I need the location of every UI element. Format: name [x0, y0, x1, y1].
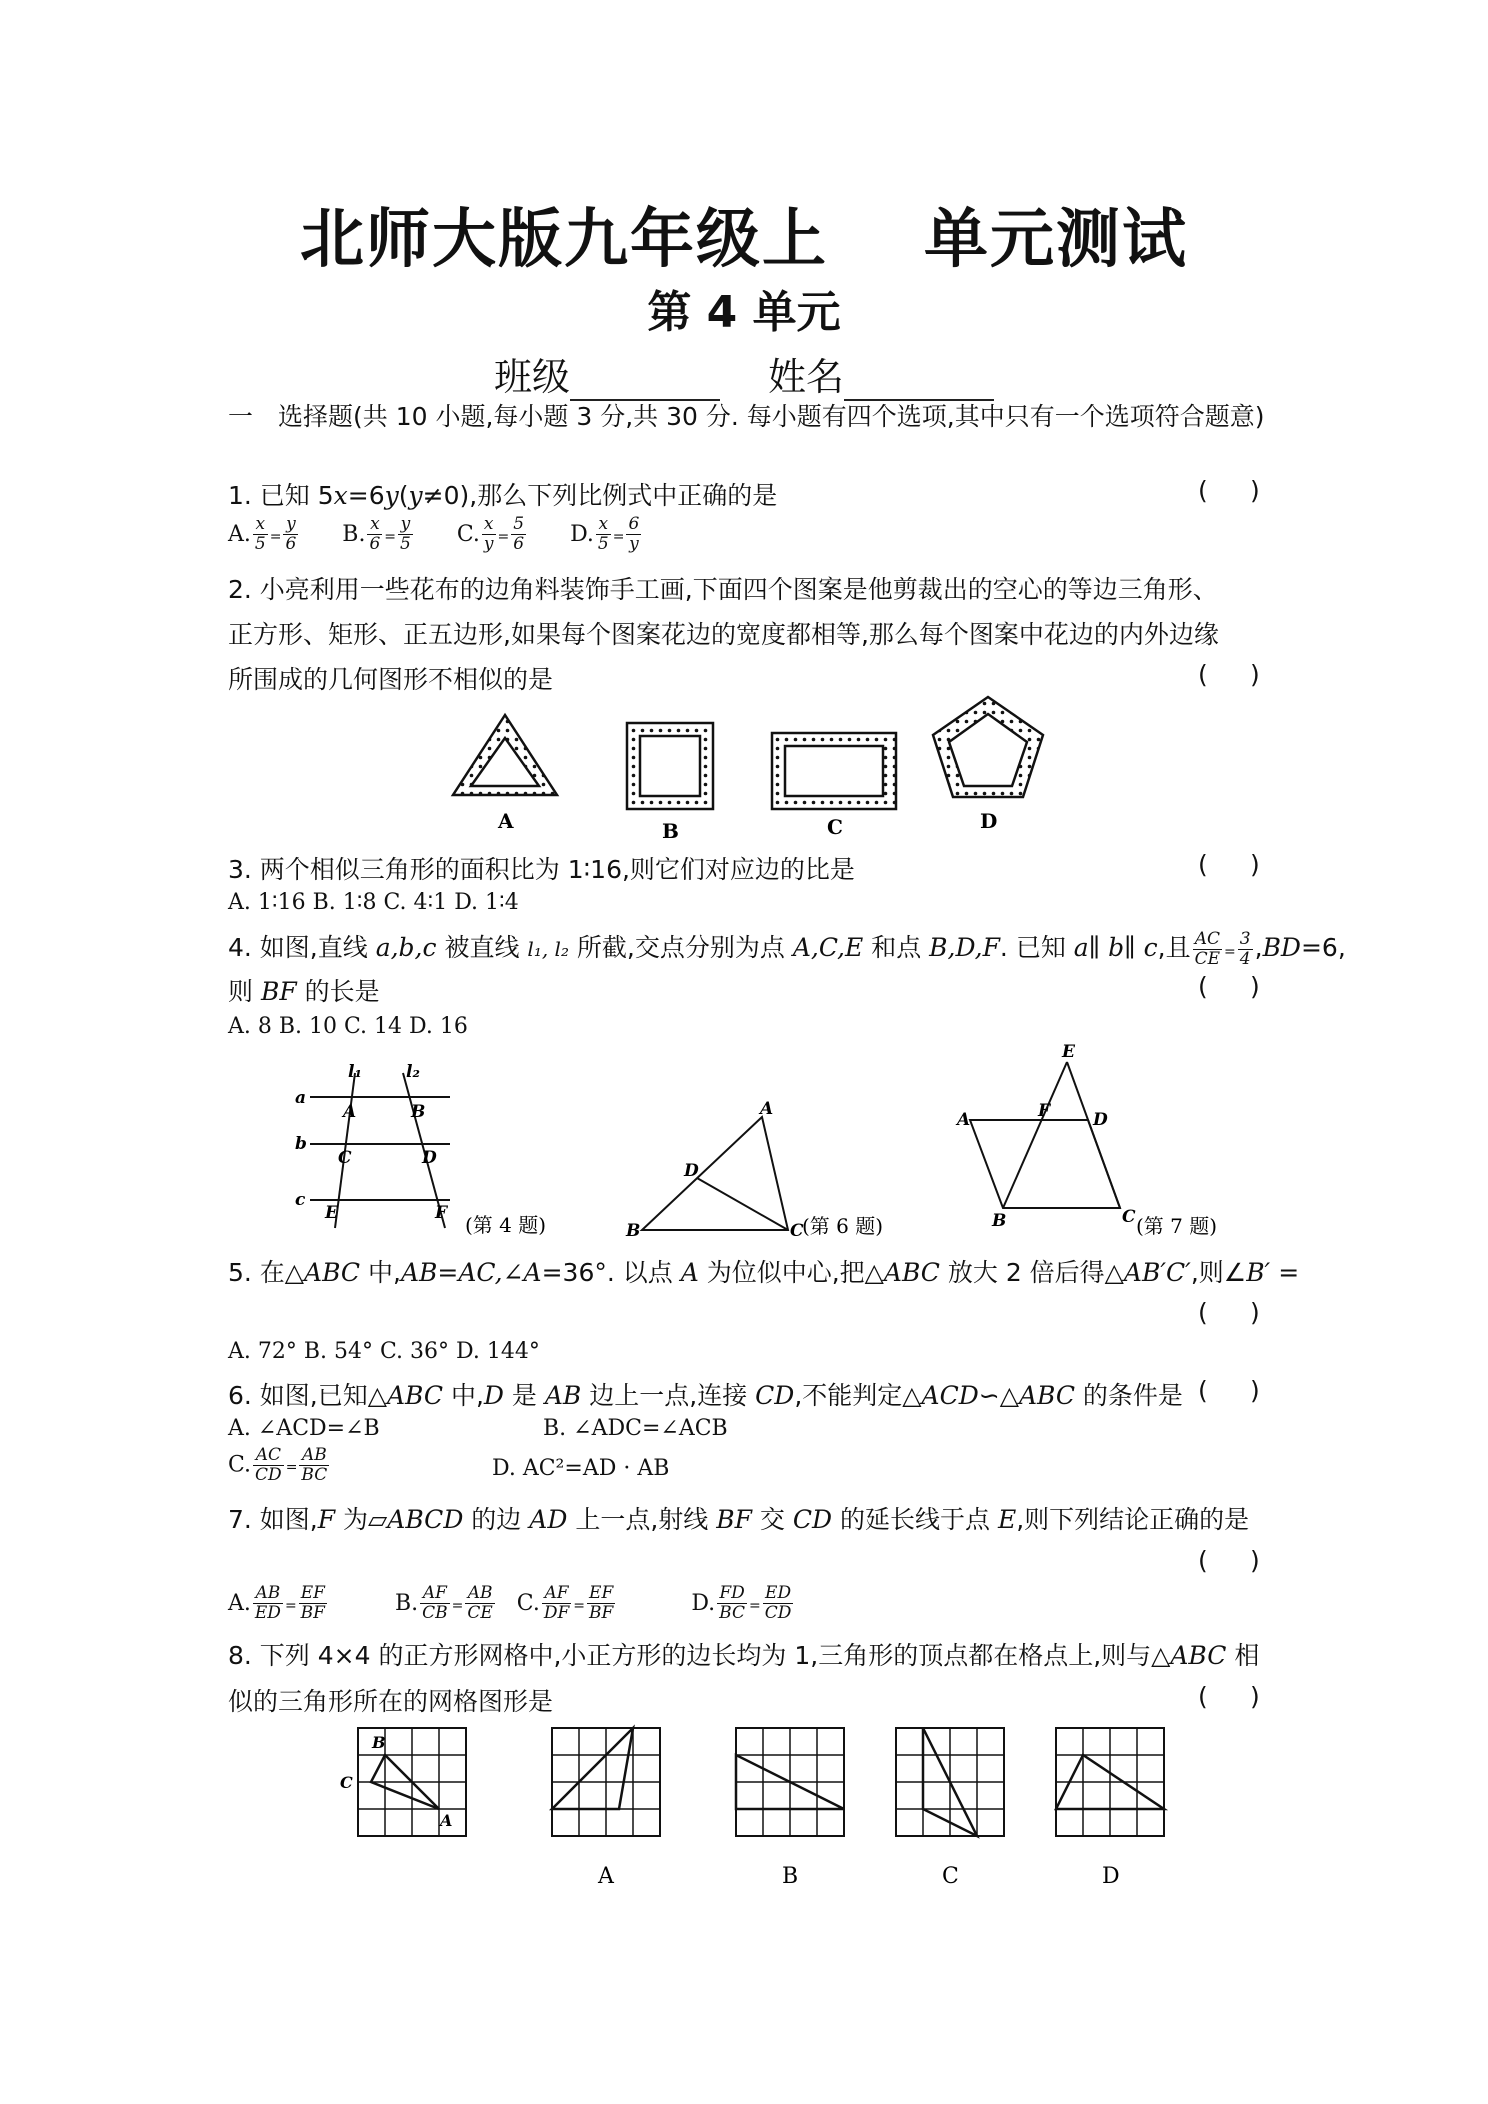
- figure-b-square: [627, 723, 713, 809]
- ref-point-B: B: [372, 1733, 386, 1752]
- class-blank[interactable]: [570, 365, 720, 401]
- name-label: 姓名: [768, 355, 845, 399]
- answer-paren-2[interactable]: ( ): [1198, 660, 1260, 689]
- point-C: C: [338, 1148, 352, 1168]
- q1-option-b[interactable]: B. $\frac{x}{6}$ = $\frac{y}{5}$: [342, 514, 411, 554]
- title-part-a: 北师大版九年级上: [300, 203, 828, 277]
- figure-label-b: B: [662, 819, 679, 843]
- q3-options[interactable]: A. 1∶16 B. 1∶8 C. 4∶1 D. 1∶4: [228, 890, 519, 915]
- q6-option-c[interactable]: C. $\frac{AC}{CD}$ = $\frac{AB}{BC}$: [228, 1445, 328, 1485]
- label-b: b: [295, 1134, 307, 1154]
- grid-label-b: B: [782, 1864, 799, 1889]
- point-D: D: [422, 1148, 437, 1168]
- point-C: C: [790, 1221, 804, 1240]
- label-l2: l₂: [406, 1062, 420, 1082]
- q2-figures: [440, 690, 1080, 850]
- point-B: B: [626, 1221, 641, 1240]
- question-8-line-1: 8. 下列 4×4 的正方形网格中,小正方形的边长均为 1,三角形的顶点都在格点上,则与△ABC 相: [228, 1641, 1260, 1670]
- question-2-line-3: 所围成的几何图形不相似的是: [228, 665, 554, 694]
- point-A: A: [760, 1100, 774, 1119]
- figure-a-triangle: [453, 715, 557, 795]
- unit-subtitle: 第 4 单元: [647, 287, 841, 338]
- name-blank[interactable]: [844, 365, 994, 401]
- figure-d-pentagon: [933, 697, 1043, 797]
- label-c: c: [295, 1190, 306, 1210]
- answer-paren-3[interactable]: ( ): [1198, 850, 1260, 879]
- question-3: 3. 两个相似三角形的面积比为 1∶16,则它们对应边的比是: [228, 855, 855, 884]
- label-a: a: [295, 1088, 307, 1108]
- question-2-line-2: 正方形、矩形、正五边形,如果每个图案花边的宽度都相等,那么每个图案中花边的内外边缘: [228, 620, 1219, 649]
- figure-label-a: A: [498, 809, 514, 833]
- point-D: D: [1093, 1110, 1108, 1130]
- figure-q4: [285, 1060, 565, 1240]
- q6-option-b[interactable]: B. ∠ADC=∠ACB: [543, 1416, 728, 1441]
- grid-option-a[interactable]: [552, 1728, 660, 1836]
- ref-point-A: A: [440, 1811, 453, 1830]
- figure-q6: [620, 1100, 950, 1240]
- figure-q7: [950, 1040, 1250, 1240]
- point-A: A: [957, 1110, 971, 1130]
- q6-option-d[interactable]: D. AC²=AD · AB: [492, 1456, 670, 1481]
- q1-option-d[interactable]: D. $\frac{x}{5}$ = $\frac{6}{y}$: [570, 514, 640, 554]
- point-C: C: [1122, 1207, 1136, 1227]
- grid-label-d: D: [1102, 1864, 1120, 1889]
- class-label: 班级: [493, 355, 570, 399]
- grid-label-c: C: [942, 1864, 959, 1889]
- q1-option-a[interactable]: A. $\frac{x}{5}$ = $\frac{y}{6}$: [228, 514, 297, 554]
- caption-q7: (第 7 题): [1136, 1214, 1218, 1238]
- student-info-line: [0, 346, 1488, 401]
- figure-label-c: C: [827, 815, 843, 839]
- section-heading: 一 选择题(共 10 小题,每小题 3 分,共 30 分. 每小题有四个选项,其中只有一个选项符合题意): [228, 402, 1265, 431]
- answer-paren-5[interactable]: ( ): [1198, 1298, 1260, 1327]
- q7-option-b[interactable]: B. $\frac{AF}{CB}$ = $\frac{AB}{CE}$: [394, 1583, 493, 1623]
- caption-q6: (第 6 题): [802, 1214, 884, 1238]
- question-4-line-2: 则 BF 的长是: [228, 977, 380, 1006]
- page-title: [0, 188, 1488, 280]
- answer-paren-7[interactable]: ( ): [1198, 1546, 1260, 1575]
- q6-option-a[interactable]: A. ∠ACD=∠B: [228, 1416, 380, 1441]
- point-F: F: [1038, 1101, 1051, 1121]
- point-F: F: [435, 1203, 448, 1223]
- grid-option-d[interactable]: [1056, 1728, 1164, 1836]
- title-part-b: 单元测试: [924, 203, 1188, 277]
- point-E: E: [1062, 1042, 1075, 1062]
- grid-option-b[interactable]: [736, 1728, 844, 1836]
- question-5: 5. 在△ABC 中,AB=AC,∠A=36°. 以点 A 为位似中心,把△ABC 放大 2 倍后得△AB′C′,则∠B′ =: [228, 1258, 1300, 1287]
- q7-option-c[interactable]: C. $\frac{AF}{DF}$ = $\frac{EF}{BF}$: [516, 1583, 614, 1623]
- answer-paren-8[interactable]: ( ): [1198, 1682, 1260, 1711]
- figure-c-rectangle: [772, 733, 896, 809]
- grid-option-c[interactable]: [896, 1728, 1004, 1836]
- q5-options[interactable]: A. 72° B. 54° C. 36° D. 144°: [228, 1339, 540, 1364]
- grid-label-a: A: [598, 1864, 614, 1889]
- answer-paren-6[interactable]: ( ): [1198, 1376, 1260, 1405]
- q7-options: [228, 1584, 795, 1623]
- question-7: 7. 如图,F 为▱ABCD 的边 AD 上一点,射线 BF 交 CD 的延长线于点 E,则下列结论正确的是: [228, 1505, 1250, 1534]
- figure-label-d: D: [980, 809, 998, 833]
- q8-grid-figures: [330, 1720, 1230, 1890]
- q4-options[interactable]: A. 8 B. 10 C. 14 D. 16: [228, 1014, 468, 1039]
- point-B: B: [411, 1102, 426, 1122]
- question-1: 1. 已知 5x=6y(y≠0),那么下列比例式中正确的是: [228, 481, 778, 510]
- caption-q4: (第 4 题): [465, 1213, 547, 1237]
- point-B: B: [992, 1211, 1007, 1231]
- answer-paren-1[interactable]: ( ): [1198, 476, 1260, 505]
- point-D: D: [684, 1161, 699, 1181]
- point-E: E: [325, 1203, 338, 1223]
- ref-point-C: C: [340, 1773, 353, 1792]
- q7-option-d[interactable]: D. $\frac{FD}{BC}$ = $\frac{ED}{CD}$: [691, 1583, 792, 1623]
- label-l1: l₁: [348, 1062, 362, 1082]
- question-6: 6. 如图,已知△ABC 中,D 是 AB 边上一点,连接 CD,不能判定△ACD∽△ABC 的条件是: [228, 1381, 1183, 1410]
- q7-option-a[interactable]: A. $\frac{AB}{ED}$ = $\frac{EF}{BF}$: [228, 1583, 325, 1623]
- question-8-line-2: 似的三角形所在的网格图形是: [228, 1687, 554, 1716]
- question-2-line-1: 2. 小亮利用一些花布的边角料装饰手工画,下面四个图案是他剪裁出的空心的等边三角形、: [228, 575, 1218, 604]
- question-4-line-1: 4. 如图,直线 a,b,c 被直线 l₁, l₂ 所截,交点分别为点 A,C,E 和点 B,D,F. 已知 a∥ b∥ c,且 $\frac{AC}{CE}$ = $\frac{3}{4}$ ,BD=6,: [228, 928, 1346, 969]
- q1-option-c[interactable]: C. $\frac{x}{y}$ = $\frac{5}{6}$: [456, 514, 525, 554]
- q1-options: [228, 515, 643, 554]
- answer-paren-4[interactable]: ( ): [1198, 972, 1260, 1001]
- point-A: A: [343, 1102, 357, 1122]
